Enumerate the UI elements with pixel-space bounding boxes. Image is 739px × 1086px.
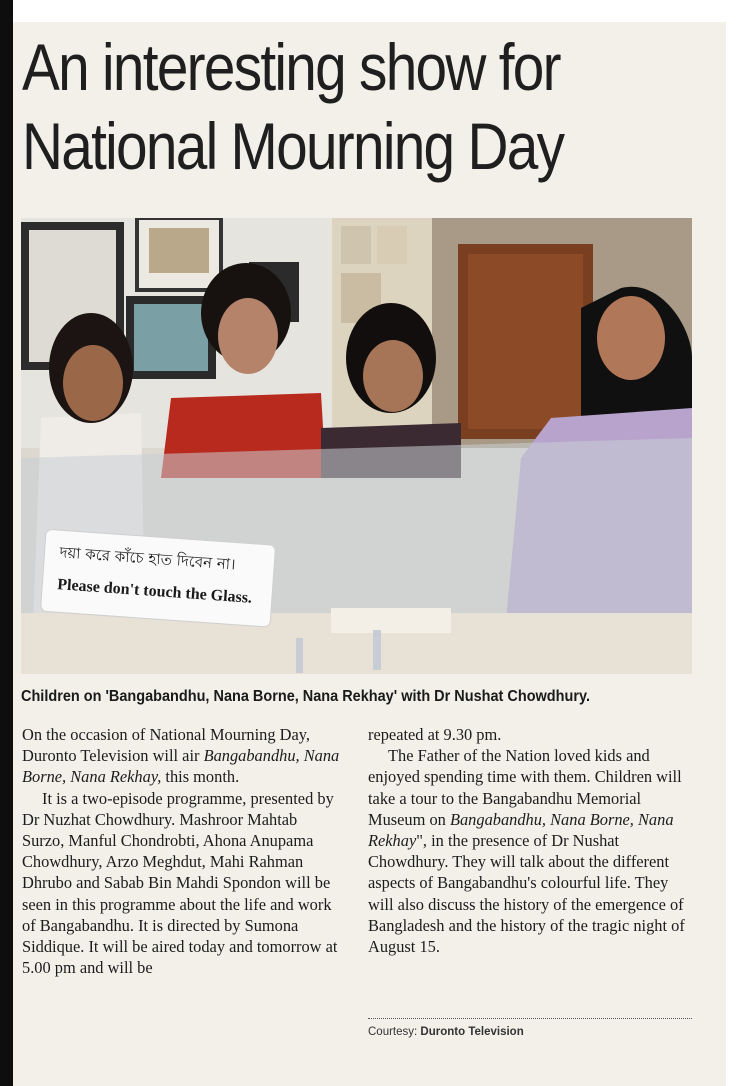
courtesy-source: Duronto Television — [420, 1026, 524, 1038]
glass-sign-english: Please don't touch the Glass. — [56, 576, 253, 607]
paragraph-3: The Father of the Nation loved kids and enjoyed spending time with them. Children will take a tour to the Bangabandhu Memorial Museum on Bangabandhu, Nana Borne, Nana Rekhay", in the presence of Dr Nushat Chowdhury. They will talk about the different aspects of Bangabandhu's colourful life. They will also discuss the history of the emergence of Bangladesh and the history of the tragic night of August 15. — [368, 746, 685, 957]
article-photo — [21, 218, 692, 674]
courtesy-line: Courtesy: Duronto Television — [368, 1026, 524, 1038]
headline — [22, 28, 607, 186]
paragraph-2: It is a two-episode programme, presented by Dr Nuzhat Chowdhury. Mashroor Mahtab Surzo, Manful Chondrobti, Ahona Anupama Chowdhury, Arzo Meghdut, Mahi Rahman Dhrubo and Sabab Bin Mahdi Spondon will be seen in this programme about the life and work of Bangabandhu. It is directed by Sumona Siddique. It will be aired today and tomorrow at 5.00 pm and will be — [22, 788, 338, 978]
article-column-left — [22, 724, 342, 978]
article-column-right — [368, 724, 688, 957]
glass-sign-bangla: দয়া করে কাঁচে হাত দিবেন না। — [58, 543, 237, 574]
dotted-divider — [368, 1018, 692, 1019]
headline-line-2: National Mourning Day — [22, 109, 564, 183]
paragraph-1: On the occasion of National Mourning Day, Duronto Television will air Bangabandhu, Nana Borne, Nana Rekhay, this month. — [22, 725, 340, 787]
page-left-edge — [0, 0, 13, 1086]
paragraph-2-continued: repeated at 9.30 pm. — [368, 725, 502, 744]
photo-caption: Children on 'Bangabandhu, Nana Borne, Nana Rekhay' with Dr Nushat Chowdhury. — [21, 688, 590, 705]
headline-line-1: An interesting show for — [22, 30, 560, 104]
